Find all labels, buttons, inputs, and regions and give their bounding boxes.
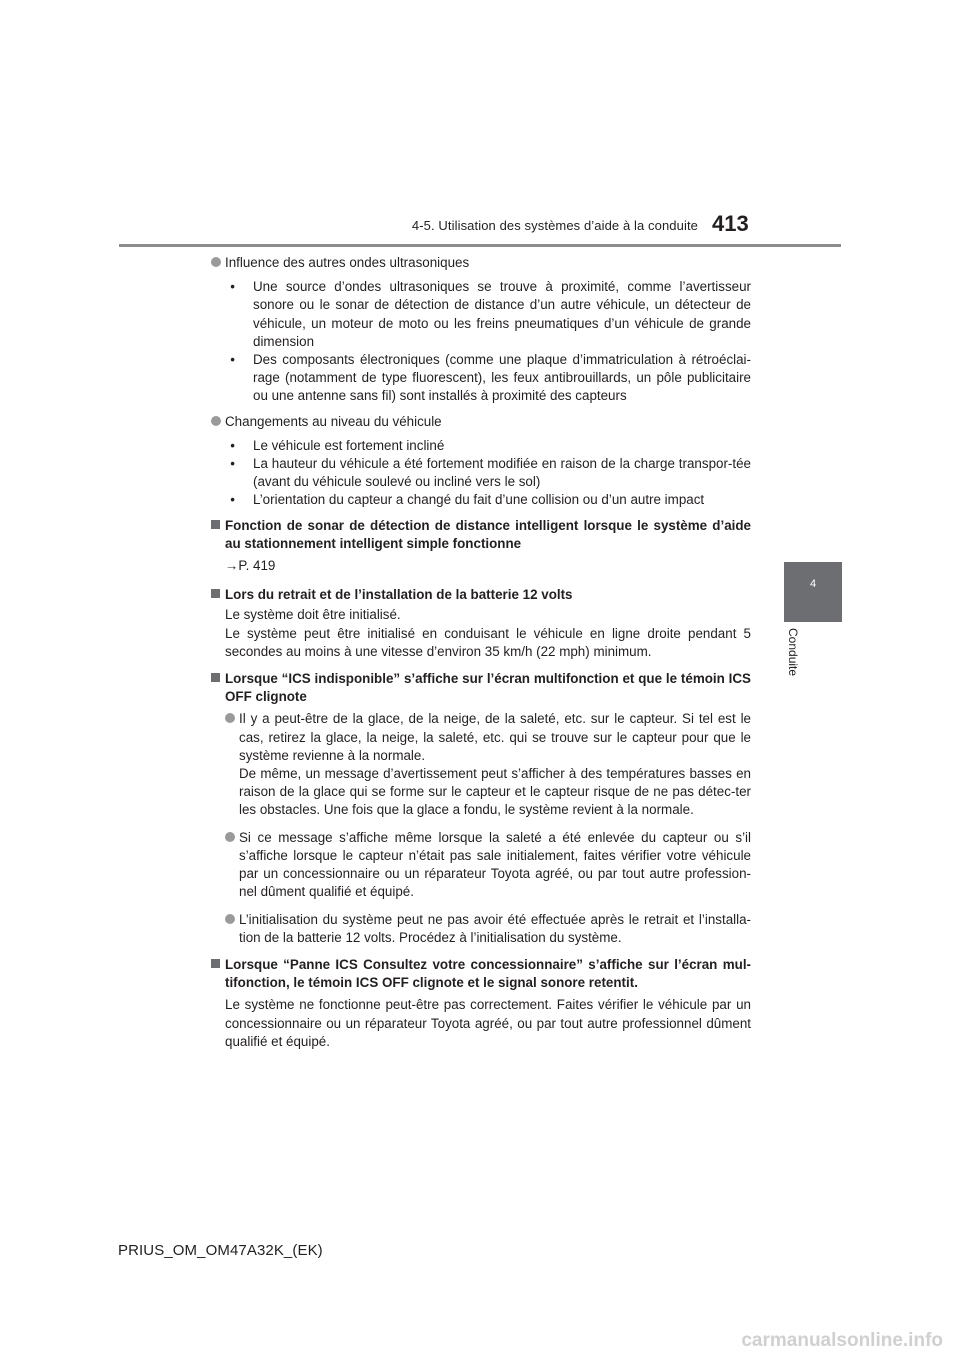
paragraph <box>211 606 751 661</box>
bullet-title: Changements au niveau du véhicule <box>225 413 442 429</box>
list-item-text: Le véhicule est fortement incliné <box>253 437 445 453</box>
square-bullet-icon <box>211 589 220 598</box>
square-bullet-icon <box>211 520 220 529</box>
dot-bullet-icon: • <box>230 352 235 368</box>
list-item-text: Une source d’ondes ultrasoniques se trouve à proximité, comme l’avertisseur sonore ou le sonar de détection de distance d’un autre véhicule, un détecteur de véhicule, un moteur de moto ou les freins pneumatiques d’un véhicule de grande dimension <box>253 279 751 349</box>
bullet-paragraph <box>225 829 751 902</box>
bullet-title: Influence des autres ondes ultrasoniques <box>225 255 470 270</box>
dot-bullet-icon: • <box>230 279 235 295</box>
square-bullet-icon <box>211 959 220 968</box>
header-divider <box>119 244 841 247</box>
page-reference-link[interactable]: →P. 419 <box>225 558 276 574</box>
paragraph-line: De même, un message d’avertissement peut s’afficher à des températures basses en raison de la glace qui se forme sur le capteur et le capteur risque de ne pas détec-ter les obstacles. Une fois que la glace a fondu, le système revient à la normale. <box>239 766 751 818</box>
circle-bullet-icon <box>211 257 221 267</box>
paragraph-line: Le système peut être initialisé en conduisant le véhicule en ligne droite pendant 5 secondes au moins à une vitesse d’environ 35 km/h (22 mph) minimum. <box>225 625 751 659</box>
list-item-text: Des composants électroniques (comme une plaque d’immatriculation à rétroéclai-rage (notamment de type fluorescent), les feux antibrouillards, un pôle publicitaire ou une antenne sans fil) sont installés à proximité des capteurs <box>253 352 751 404</box>
circle-bullet-icon <box>211 416 221 426</box>
page-header <box>0 0 960 250</box>
sub-list <box>225 278 751 405</box>
list-item <box>225 278 751 351</box>
paragraph-line: Il y a peut-être de la glace, de la neige, de la saleté, etc. sur le capteur. Si tel est le cas, retirez la glace, la neige, la saleté, etc. qui se trouve sur le capteur pour que le système revienne à la normale. <box>239 711 751 763</box>
chapter-label <box>780 628 810 688</box>
list-item <box>225 351 751 406</box>
document-code: PRIUS_OM_OM47A32K_(EK) <box>118 1242 323 1259</box>
paragraph-line: Le système ne fonctionne peut-être pas correctement. Faites vérifier le véhicule par un concessionnaire ou un réparateur Toyota agréé, ou par tout autre professionnel dûment qualifié et équipé. <box>225 997 751 1049</box>
list-item <box>225 491 751 509</box>
section-heading: Fonction de sonar de détection de distance intelligent lorsque le système d’aide au stationnement intelligent simple fonctionne <box>225 517 751 551</box>
page-number: 413 <box>712 211 749 236</box>
list-item <box>225 455 751 491</box>
section-title: 4-5. Utilisation des systèmes d’aide à la conduite <box>411 218 698 233</box>
bullet-paragraph <box>225 710 751 819</box>
section-heading: Lors du retrait et de l’installation de la batterie 12 volts <box>225 587 573 603</box>
page-content <box>211 254 751 1060</box>
bullet-block <box>211 254 751 406</box>
sub-list <box>225 437 751 510</box>
chapter-label-text: Conduite <box>786 628 800 677</box>
list-item-text: L’orientation du capteur a changé du fait d’une collision ou d’un autre impact <box>253 492 705 508</box>
paragraph-line: Si ce message s’affiche même lorsque la saleté a été enlevée du capteur ou s’il s’affiche lorsque le capteur n’était pas sale initialement, faites vérifier votre véhicule par un concessionnaire ou un réparateur Toyota agréé, ou par tout autre profession-nel dûment qualifié et équipé. <box>239 829 751 900</box>
section-block <box>211 670 751 706</box>
circle-bullet-icon <box>225 914 235 924</box>
circle-bullet-icon <box>225 713 235 723</box>
chapter-number: 4 <box>809 578 817 590</box>
section-heading: Lorsque “Panne ICS Consultez votre concessionnaire” s’affiche sur l’écran mul-tifonction, le témoin ICS OFF clignote et le signal sonore retentit. <box>225 956 751 991</box>
dot-bullet-icon: • <box>230 437 235 453</box>
paragraph <box>211 996 751 1051</box>
bullet-paragraph <box>225 911 751 947</box>
paragraph-line: L’initialisation du système peut ne pas avoir été effectuée après le retrait et l’installa-tion de la batterie 12 volts. Procédez à l’initialisation du système. <box>239 911 751 945</box>
paragraph-line: Le système doit être initialisé. <box>225 607 401 623</box>
section-block <box>211 586 751 604</box>
section-heading: Lorsque “ICS indisponible” s’affiche sur l’écran multifonction et que le témoin ICS OFF clignote <box>225 671 751 705</box>
square-bullet-icon <box>211 673 220 682</box>
dot-bullet-icon: • <box>230 492 235 508</box>
section-block <box>211 517 751 553</box>
dot-bullet-icon: • <box>230 456 235 472</box>
list-item-text: La hauteur du véhicule a été fortement modifiée en raison de la charge transpor-tée (avant du véhicule soulevé ou incliné vers le sol) <box>253 456 751 490</box>
list-item <box>225 437 751 455</box>
circle-bullet-icon <box>225 832 235 842</box>
section-block <box>211 956 751 992</box>
chapter-tab[interactable] <box>784 562 842 622</box>
watermark-text: carmanualsonline.info <box>741 1330 943 1351</box>
bullet-block <box>211 413 751 510</box>
